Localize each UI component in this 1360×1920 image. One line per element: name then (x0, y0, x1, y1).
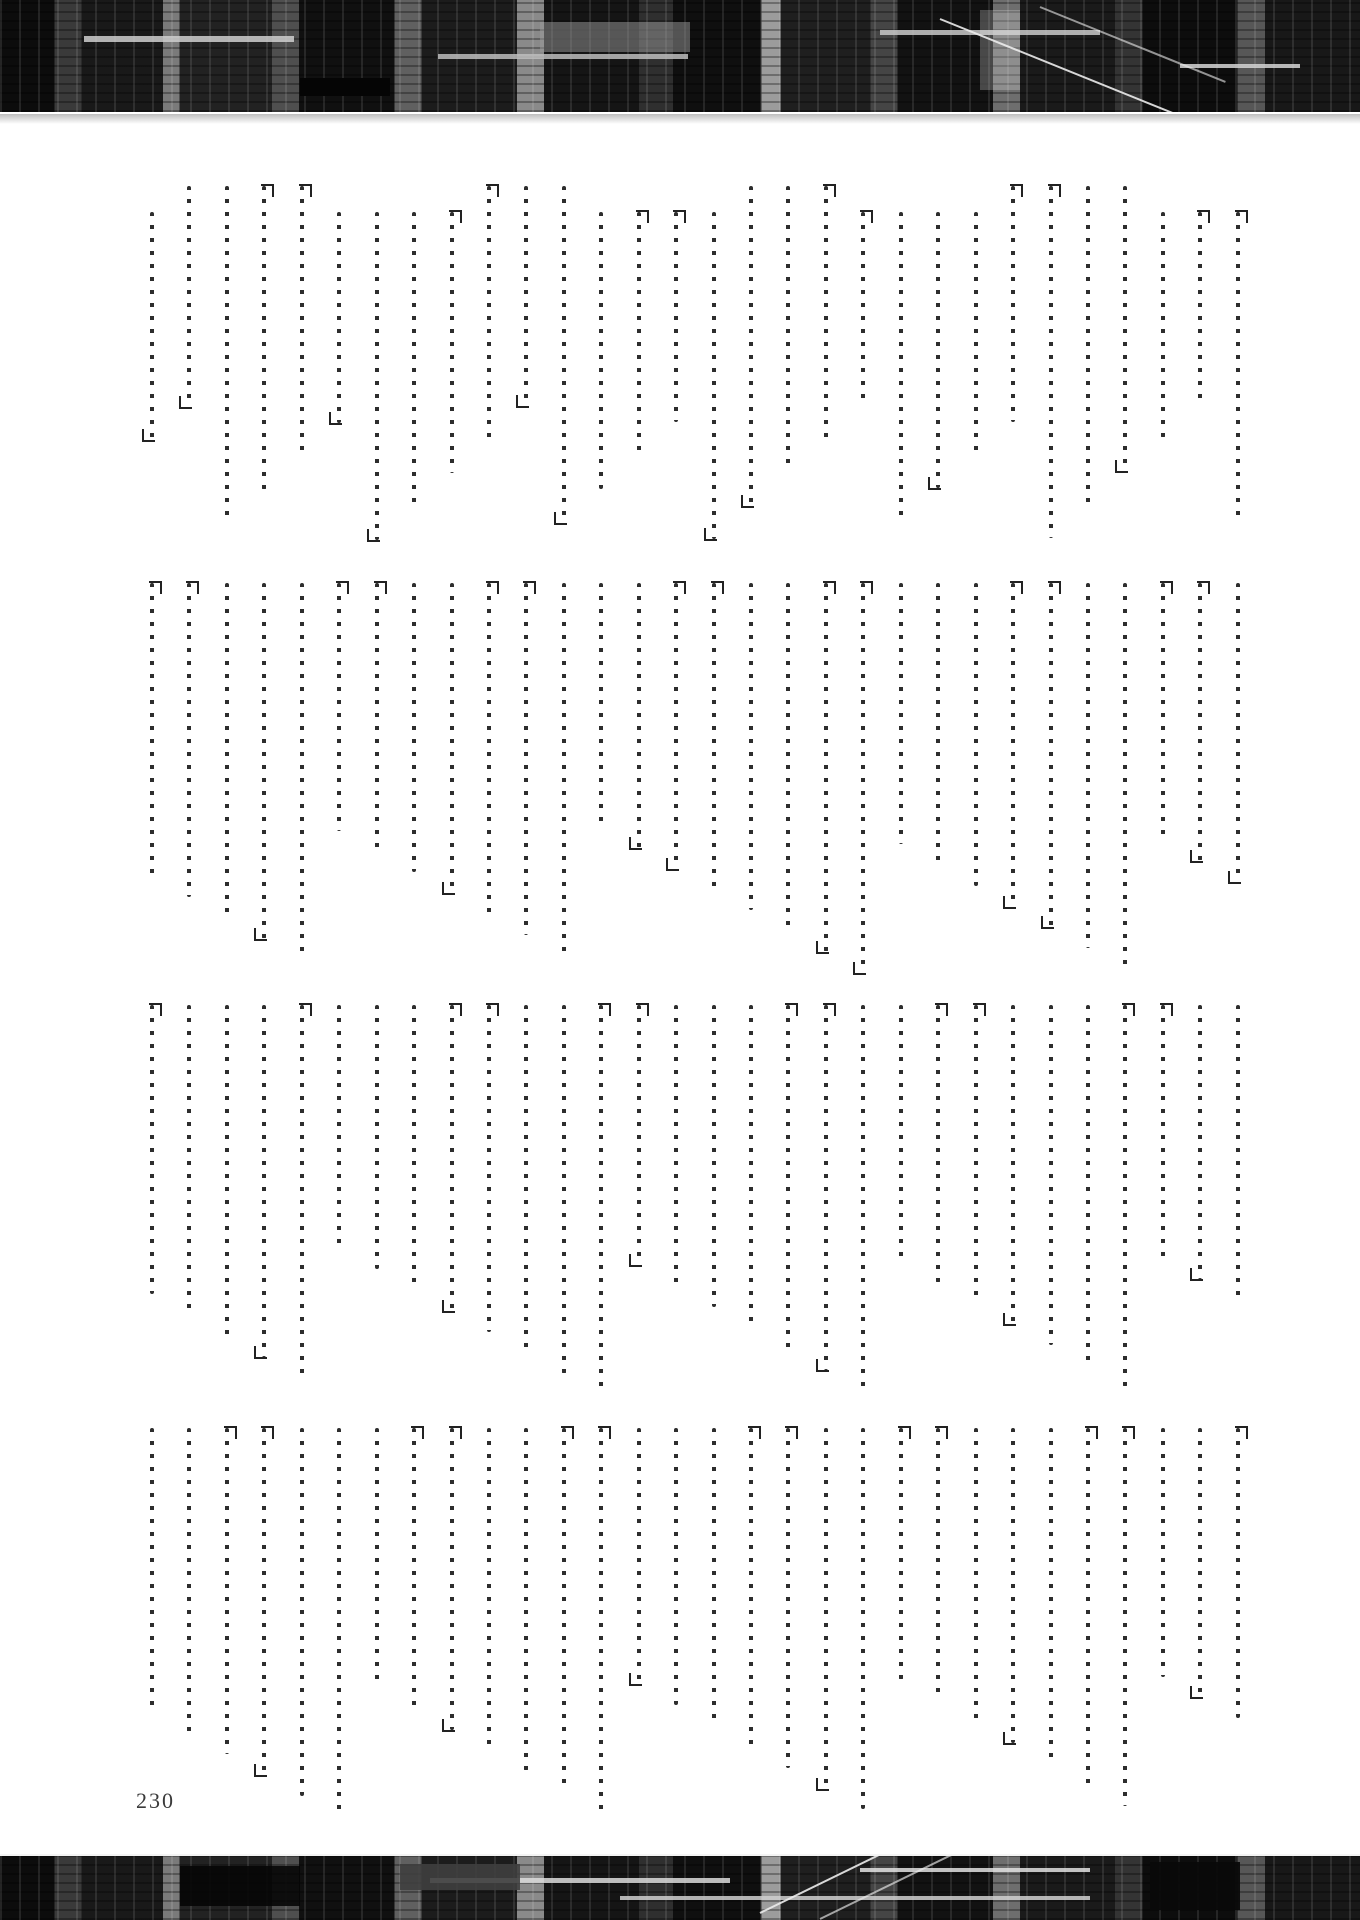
text-column-redacted (712, 212, 716, 539)
header-scan-fade (0, 114, 1360, 124)
text-column-redacted (1161, 1428, 1165, 1677)
text-column-redacted (1236, 1005, 1240, 1300)
text-column-redacted (899, 583, 903, 844)
text-column-redacted (524, 1428, 528, 1771)
text-column-redacted (1086, 583, 1090, 948)
text-column-redacted (637, 583, 641, 848)
text-column-redacted (936, 212, 940, 488)
text-column-redacted (412, 1428, 416, 1709)
collage-fragment (180, 1866, 300, 1906)
text-column-redacted (150, 583, 154, 876)
text-column-redacted (524, 583, 528, 935)
text-row (150, 160, 1240, 552)
text-column-redacted (824, 583, 828, 952)
text-column-redacted (524, 186, 528, 406)
text-column-redacted (450, 212, 454, 473)
text-column-redacted (1123, 186, 1127, 471)
text-row (150, 583, 1240, 975)
text-column-redacted (786, 1005, 790, 1349)
text-column-redacted (1198, 212, 1202, 405)
text-column-redacted (1161, 583, 1165, 840)
text-column-redacted (450, 583, 454, 893)
collage-fragment (300, 78, 390, 96)
text-column-redacted (786, 186, 790, 472)
text-column-redacted (861, 583, 865, 973)
text-column-redacted (1236, 583, 1240, 882)
text-column-redacted (1011, 583, 1015, 907)
collage-fragment (84, 36, 294, 42)
text-column-redacted (637, 1428, 641, 1684)
text-column-redacted (599, 212, 603, 489)
header-collage-art (0, 0, 1360, 114)
text-column-redacted (899, 1428, 903, 1680)
text-column-redacted (150, 212, 154, 440)
text-column-redacted (487, 1428, 491, 1751)
text-column-redacted (1123, 1428, 1127, 1806)
text-column-redacted (187, 1005, 191, 1315)
text-column-redacted (974, 583, 978, 886)
text-column-redacted (861, 1428, 865, 1809)
text-column-redacted (187, 186, 191, 407)
page-number: 230 (136, 1788, 175, 1813)
text-column-redacted (562, 1428, 566, 1792)
text-column-redacted (562, 583, 566, 956)
text-column-redacted (1049, 1428, 1053, 1764)
text-column-redacted (562, 186, 566, 523)
text-column-redacted (300, 1428, 304, 1796)
text-column-redacted (637, 1005, 641, 1265)
text-column-redacted (487, 1005, 491, 1332)
text-column-redacted (187, 1428, 191, 1733)
text-column-redacted (225, 186, 229, 523)
text-column-redacted (337, 212, 341, 423)
text-column-redacted (487, 186, 491, 440)
text-column-redacted (674, 1005, 678, 1286)
text-column-redacted (150, 1005, 154, 1294)
text-column-redacted (1011, 1428, 1015, 1743)
text-column-redacted (300, 583, 304, 960)
text-column-redacted (412, 583, 416, 872)
text-column-redacted (899, 212, 903, 522)
diagonal-streak (820, 1854, 1055, 1920)
text-column-redacted (599, 1005, 603, 1395)
text-column-redacted (974, 212, 978, 455)
text-row (150, 1428, 1240, 1820)
text-column-redacted (1086, 1428, 1090, 1785)
text-column-redacted (599, 1428, 603, 1813)
text-column-redacted (1198, 1005, 1202, 1279)
text-column-redacted (1086, 1005, 1090, 1366)
text-column-redacted (786, 1428, 790, 1768)
text-column-redacted (936, 583, 940, 865)
text-column-redacted (225, 1005, 229, 1336)
text-column-redacted (599, 583, 603, 827)
text-column-redacted (936, 1428, 940, 1701)
text-column-redacted (1123, 583, 1127, 969)
text-column-redacted (824, 1005, 828, 1370)
collage-fragment (540, 22, 690, 52)
collage-fragment (860, 1868, 1090, 1872)
text-column-redacted (225, 583, 229, 918)
text-column-redacted (1049, 1005, 1053, 1345)
text-column-redacted (1049, 583, 1053, 927)
text-column-redacted (1086, 186, 1090, 505)
text-column-redacted (375, 212, 379, 540)
text-column-redacted (262, 186, 266, 490)
text-column-redacted (375, 583, 379, 852)
text-column-redacted (524, 1005, 528, 1353)
text-column-redacted (861, 212, 865, 405)
text-column-redacted (674, 212, 678, 422)
text-column-redacted (487, 583, 491, 914)
text-column-redacted (824, 186, 828, 439)
text-column-redacted (1161, 1005, 1165, 1258)
text-column-redacted (300, 186, 304, 457)
text-column-redacted (262, 1005, 266, 1357)
footer-collage-art (0, 1854, 1360, 1920)
text-column-redacted (786, 583, 790, 931)
text-column-redacted (861, 1005, 865, 1391)
text-column-redacted (674, 1428, 678, 1705)
diagonal-streak (760, 1854, 977, 1914)
text-column-redacted (749, 1428, 753, 1747)
text-column-redacted (1236, 1428, 1240, 1718)
text-column-redacted (712, 1005, 716, 1307)
text-column-redacted (337, 1005, 341, 1248)
text-column-redacted (1049, 186, 1053, 538)
text-column-redacted (262, 1428, 266, 1775)
text-column-redacted (637, 212, 641, 456)
text-column-redacted (375, 1428, 379, 1688)
text-column-redacted (375, 1005, 379, 1269)
text-column-redacted (450, 1428, 454, 1730)
text-column-redacted (749, 1005, 753, 1328)
text-column-redacted (262, 583, 266, 939)
text-column-redacted (450, 1005, 454, 1311)
text-column-redacted (1123, 1005, 1127, 1387)
text-column-redacted (337, 1428, 341, 1817)
text-column-redacted (1198, 1428, 1202, 1697)
text-row (150, 1005, 1240, 1397)
text-column-redacted (712, 583, 716, 889)
text-column-redacted (412, 212, 416, 506)
text-column-redacted (1011, 186, 1015, 422)
text-column-redacted (562, 1005, 566, 1374)
body-text-area (150, 160, 1240, 1820)
text-column-redacted (936, 1005, 940, 1283)
text-column-redacted (749, 583, 753, 910)
text-column-redacted (974, 1005, 978, 1303)
text-column-redacted (899, 1005, 903, 1262)
text-column-redacted (674, 583, 678, 869)
text-column-redacted (412, 1005, 416, 1290)
text-column-redacted (1011, 1005, 1015, 1324)
collage-fragment (400, 1864, 520, 1890)
text-column-redacted (974, 1428, 978, 1722)
text-column-redacted (300, 1005, 304, 1377)
text-column-redacted (1236, 212, 1240, 521)
text-column-redacted (712, 1428, 716, 1726)
collage-fragment (1150, 1862, 1240, 1910)
text-column-redacted (150, 1428, 154, 1713)
text-column-redacted (749, 186, 753, 506)
collage-fragment (1180, 64, 1300, 68)
text-column-redacted (225, 1428, 229, 1754)
collage-fragment (438, 54, 688, 59)
text-column-redacted (824, 1428, 828, 1789)
text-column-redacted (1198, 583, 1202, 861)
text-column-redacted (187, 583, 191, 897)
text-column-redacted (337, 583, 341, 831)
text-column-redacted (1161, 212, 1165, 438)
